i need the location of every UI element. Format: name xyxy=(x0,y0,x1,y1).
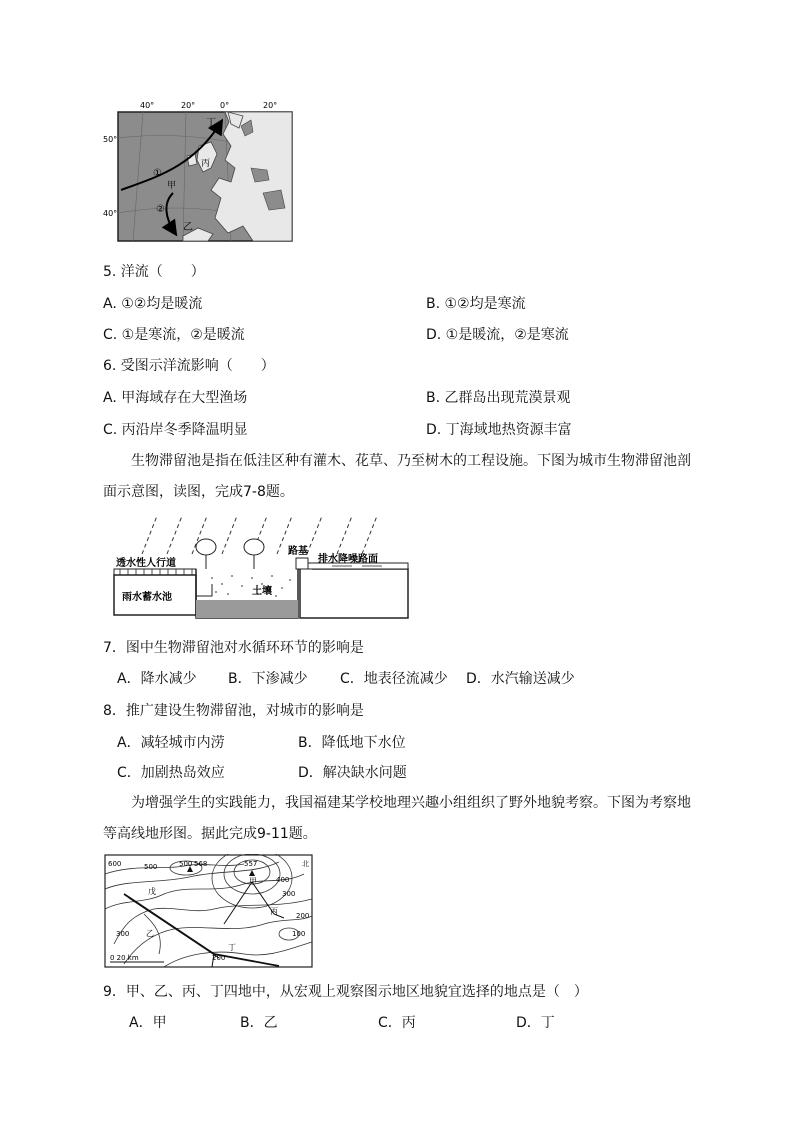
q9-option-c: C．丙 xyxy=(378,1015,416,1031)
q5-option-d: D. ①是暖流，②是寒流 xyxy=(426,327,569,343)
ocean-current-map xyxy=(103,98,293,248)
place-label-bing: 丙 xyxy=(270,907,278,916)
place-label-yi: 乙 xyxy=(183,222,193,233)
place-label-jia: 甲 xyxy=(249,877,257,886)
q5-stem: 5. 洋流（ ） xyxy=(103,264,205,280)
q5-option-a: A. ①②均是暖流 xyxy=(103,296,203,312)
place-label-yi: 乙 xyxy=(146,929,154,938)
q8-option-b: B．降低地下水位 xyxy=(298,735,406,751)
contour-label-300b: 300 xyxy=(282,890,296,898)
peak-label-557: 557 xyxy=(244,860,258,868)
label-roadbed: 路基 xyxy=(288,546,308,557)
q7-option-d: D．水汽输送减少 xyxy=(466,671,575,687)
lon-label-20e: 20° xyxy=(263,101,278,110)
lat-label-40: 40° xyxy=(103,209,118,218)
place-label-jia: 甲 xyxy=(167,181,177,191)
q6-option-a: A. 甲海域存在大型渔场 xyxy=(103,390,248,406)
label-soil: 土壤 xyxy=(252,586,272,597)
contour-label-100: 100 xyxy=(292,930,306,938)
q7-option-b: B．下渗减少 xyxy=(228,671,308,687)
q6-stem: 6. 受图示洋流影响（ ） xyxy=(103,358,275,374)
contour-label-600: 600 xyxy=(108,860,122,868)
contour-label-300a: 300 xyxy=(116,930,130,938)
q9-option-a: A．甲 xyxy=(129,1015,167,1031)
contour-map xyxy=(104,854,314,969)
contour-label-200a: 200 xyxy=(212,954,226,962)
lon-label-40w: 40° xyxy=(140,101,155,110)
intro-fieldtrip: 为增强学生的实践能力，我国福建某学校地理兴趣小组组织了野外地貌考察。下图为考察地等高线地形图。据此完成9-11题。 xyxy=(103,795,691,842)
label-road: 排水降噪路面 xyxy=(318,554,378,565)
q5-option-b: B. ①②均是寒流 xyxy=(426,296,526,312)
intro-bioretention: 生物滞留池是指在低洼区种有灌木、花草、乃至树木的工程设施。下图为城市生物滞留池剖面示意图，读图，完成7-8题。 xyxy=(103,453,691,500)
q6-option-d: D. 丁海域地热资源丰富 xyxy=(426,422,572,438)
q8-stem: 8．推广建设生物滞留池，对城市的影响是 xyxy=(103,703,364,719)
lon-label-20w: 20° xyxy=(181,101,196,110)
contour-label-400: 400 xyxy=(276,876,290,884)
current-label-2: ② xyxy=(156,204,165,215)
label-sidewalk: 透水性人行道 xyxy=(116,558,176,569)
contour-label-500b: 500 xyxy=(179,860,193,868)
q8-option-a: A．减轻城市内涝 xyxy=(117,735,225,751)
current-label-1: ① xyxy=(153,168,162,179)
scale-label: 0 20 km xyxy=(110,954,139,962)
q9-stem: 9．甲、乙、丙、丁四地中，从宏观上观察图示地区地貌宜选择的地点是（ ） xyxy=(103,984,588,1000)
place-label-wu: 戊 xyxy=(148,887,156,896)
q7-option-a: A．降水减少 xyxy=(117,671,197,687)
bioretention-diagram xyxy=(112,514,414,624)
place-label-ding: 丁 xyxy=(206,118,216,129)
contour-label-500a: 500 xyxy=(144,863,158,871)
q7-option-c: C．地表径流减少 xyxy=(340,671,448,687)
peak-label-568: 568 xyxy=(194,860,208,868)
q9-option-d: D．丁 xyxy=(516,1015,555,1031)
contour-label-200b: 200 xyxy=(296,912,310,920)
q5-option-c: C. ①是寒流，②是暖流 xyxy=(103,327,245,343)
lon-label-0: 0° xyxy=(220,101,230,110)
lat-label-50: 50° xyxy=(103,135,118,144)
q6-option-b: B. 乙群岛出现荒漠景观 xyxy=(426,390,571,406)
q9-option-b: B．乙 xyxy=(240,1015,278,1031)
q7-stem: 7．图中生物滞留池对水循环环节的影响是 xyxy=(103,640,364,656)
north-label: 北 xyxy=(302,860,309,868)
label-tank: 雨水蓄水池 xyxy=(122,592,172,603)
q8-option-c: C．加剧热岛效应 xyxy=(117,765,225,781)
place-label-ding: 丁 xyxy=(228,943,236,952)
q6-option-c: C. 丙沿岸冬季降温明显 xyxy=(103,422,248,438)
place-label-bing: 丙 xyxy=(201,159,211,169)
q8-option-d: D．解决缺水问题 xyxy=(298,765,407,781)
